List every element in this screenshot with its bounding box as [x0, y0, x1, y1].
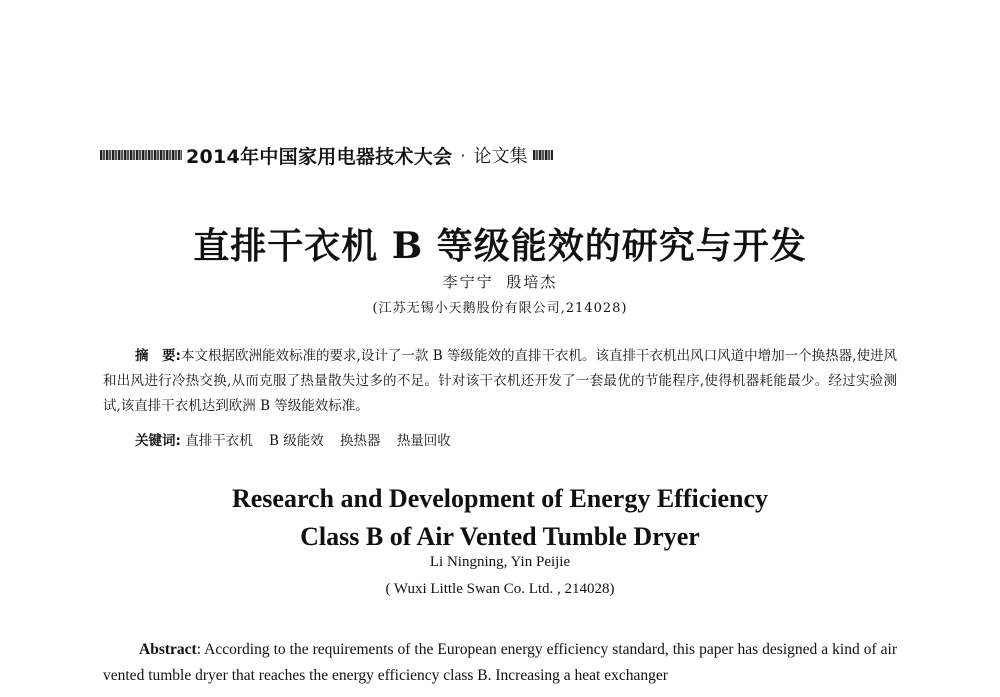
- en-authors: Li Ningning, Yin Peijie: [429, 554, 571, 570]
- keyword-item: B 级能效: [269, 433, 324, 449]
- cn-title: 直排干衣机 B 等级能效的研究与开发: [193, 225, 807, 267]
- cn-abstract: [103, 344, 897, 419]
- cn-keywords: [135, 429, 897, 454]
- cn-keywords-label: 关键词:: [135, 433, 181, 449]
- en-abstract-label: Abstract: [139, 641, 197, 658]
- conference-name: 2014年中国家用电器技术大会: [186, 145, 453, 168]
- en-abstract-text: According to the requirements of the European energy efficiency standard, this paper has designed a kind of air vented tumble dryer that reaches the energy efficiency class B. Increasing a heat exchanger: [103, 641, 897, 684]
- cn-abstract-text: 本文根据欧洲能效标准的要求,设计了一款 B 等级能效的直排干衣机。该直排干衣机出风口风道中增加一个换热器,使进风和出风进行冷热交换,从而克服了热量散失过多的不足。针对该干衣机还开发了一套最优的节能程序,使得机器耗能最少。经过实验测试,该直排干衣机达到欧洲 B 等级能效标准。: [103, 348, 897, 414]
- en-title-line-1: Research and Development of Energy Efficiency: [231, 484, 769, 513]
- en-abstract: [103, 637, 897, 689]
- cn-abstract-label: 摘 要:: [135, 348, 181, 364]
- cn-authors: 李宁宁 殷培杰: [442, 273, 558, 291]
- conference-header: [100, 141, 553, 169]
- cn-affiliation: (江苏无锡小天鹅股份有限公司,214028): [372, 301, 628, 316]
- collection-name: 论文集: [473, 146, 528, 167]
- header-separator: ·: [460, 145, 466, 165]
- keyword-item: 换热器: [340, 433, 381, 449]
- header-decoration-right: [533, 150, 553, 160]
- keyword-item: 热量回收: [396, 433, 451, 449]
- keyword-item: 直排干衣机: [185, 433, 253, 449]
- en-title-line-2: Class B of Air Vented Tumble Dryer: [300, 522, 700, 551]
- header-decoration-left: [100, 150, 182, 160]
- en-abstract-sep: :: [196, 641, 201, 658]
- en-affiliation: ( Wuxi Little Swan Co. Ltd. , 214028): [385, 581, 615, 597]
- en-title: [0, 480, 1000, 556]
